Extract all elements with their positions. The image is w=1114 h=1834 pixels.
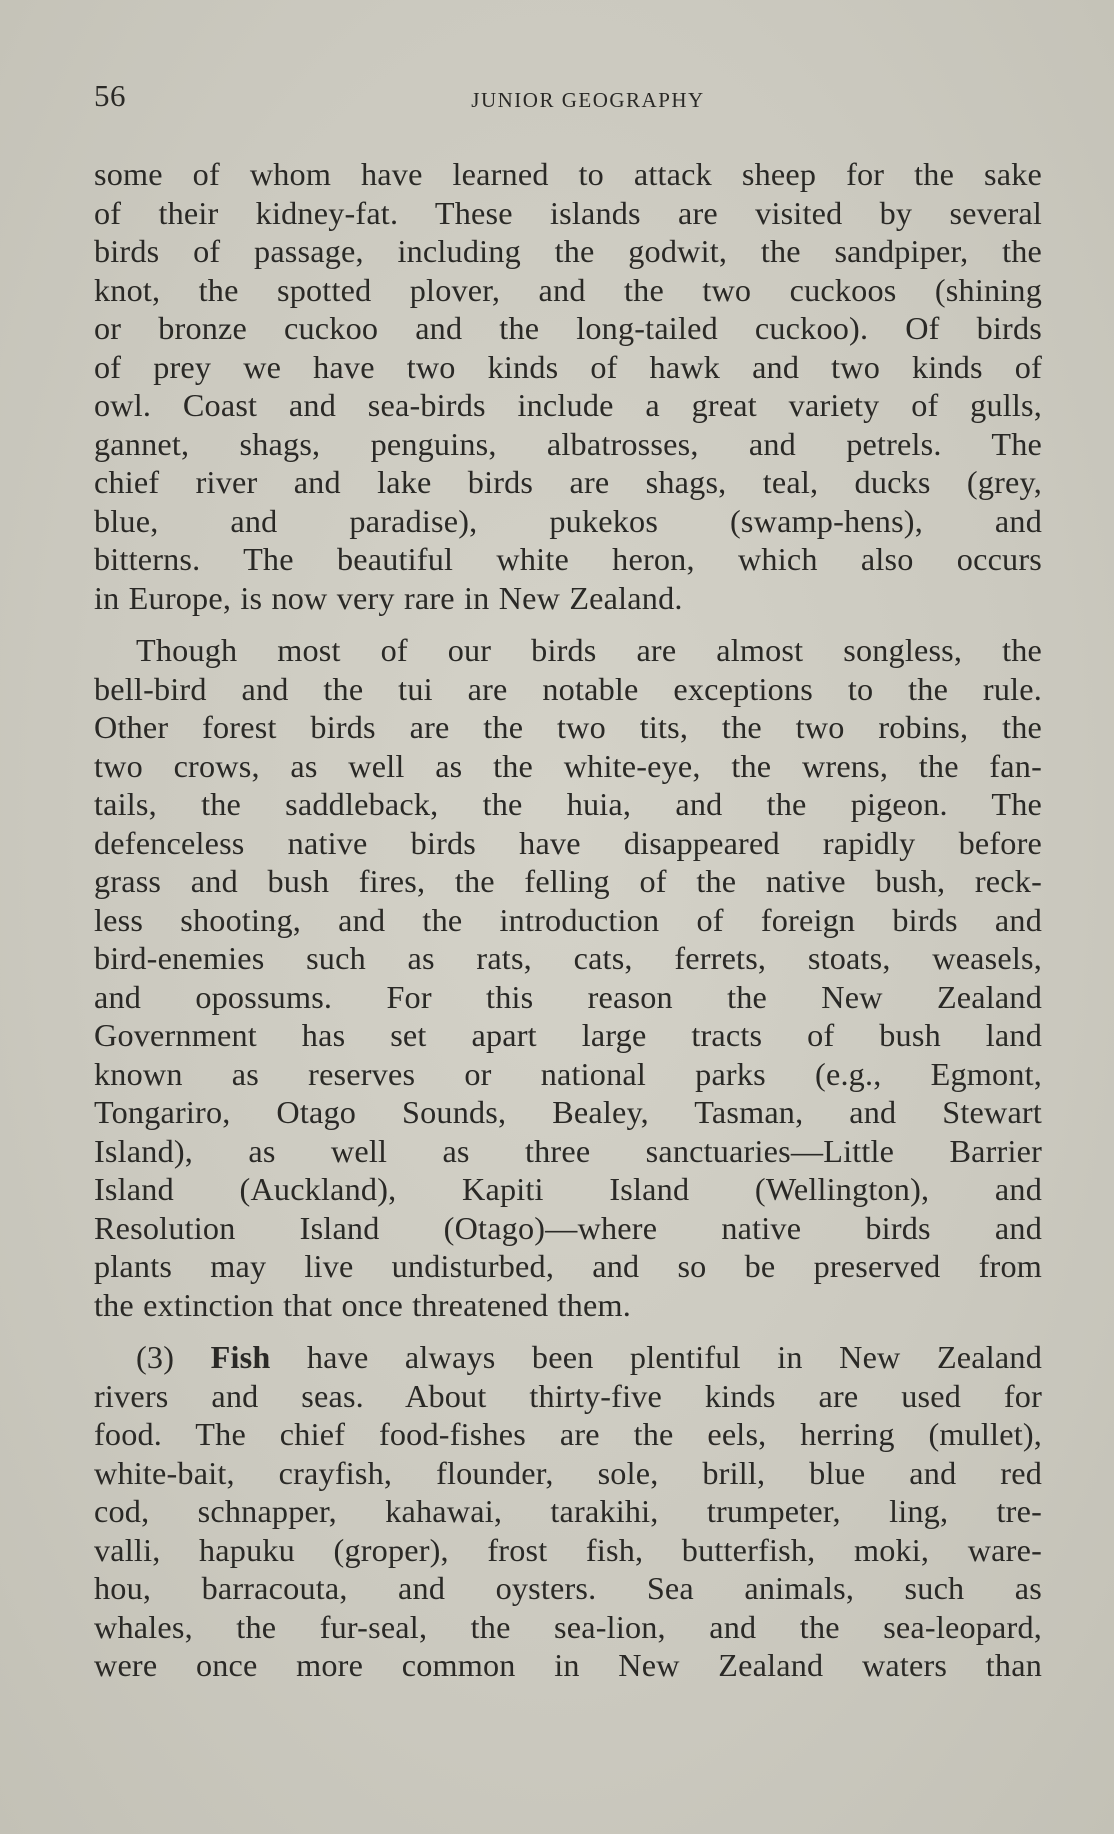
book-page [94, 78, 1042, 1685]
body-text [94, 155, 1042, 1685]
text-line: less shooting, and the introduction of foreign birds and [94, 901, 1042, 938]
text-line: Resolution Island (Otago)—where native birds and [94, 1209, 1042, 1246]
text-line [94, 1338, 1042, 1377]
text-line: cod, schnapper, kahawai, tarakihi, trumpeter, ling, tre- [94, 1493, 1042, 1529]
text-line: owl. Coast and sea-birds include a great variety of gulls, [94, 387, 1042, 423]
text-line: white-bait, crayfish, flounder, sole, brill, blue and red [94, 1454, 1042, 1491]
text-line: hou, barracouta, and oysters. Sea animals, such as [94, 1570, 1042, 1606]
text-line: valli, hapuku (groper), frost fish, butterfish, moki, ware- [94, 1531, 1042, 1568]
text-line: Island), as well as three sanctuaries—Little Barrier [94, 1132, 1042, 1169]
text-line: or bronze cuckoo and the long-tailed cuckoo). Of birds [94, 310, 1042, 346]
text-line: Other forest birds are the two tits, the two robins, the [94, 709, 1042, 745]
sub-heading-fish: Fish [210, 1339, 271, 1375]
paragraph-birds-of-passage [94, 155, 1042, 617]
text-line: birds of passage, including the godwit, the sandpiper, the [94, 233, 1042, 269]
text-line: Government has set apart large tracts of bush land [94, 1017, 1042, 1053]
text-line: plants may live undisturbed, and so be preserved from [94, 1248, 1042, 1284]
text-line: and opossums. For this reason the New Zealand [94, 978, 1042, 1015]
text-line: chief river and lake birds are shags, teal, ducks (grey, [94, 464, 1042, 500]
text-line: of prey we have two kinds of hawk and two kinds of [94, 348, 1042, 385]
text-line: Tongariro, Otago Sounds, Bealey, Tasman, and Stewart [94, 1094, 1042, 1130]
text-line: whales, the fur-seal, the sea-lion, and the sea-leopard, [94, 1608, 1042, 1645]
text-line: Though most of our birds are almost songless, the [136, 632, 1042, 668]
text-line: the extinction that once threatened them. [94, 1286, 631, 1323]
text-line: tails, the saddleback, the huia, and the pigeon. The [94, 786, 1042, 822]
text-line: defenceless native birds have disappeared rapidly before [94, 824, 1042, 861]
page-number: 56 [94, 78, 126, 113]
text-line-content: have always been plentiful in New Zealand [270, 1339, 1042, 1375]
running-head: JUNIOR GEOGRAPHY [471, 88, 705, 112]
text-line: of their kidney-fat. These islands are visited by several [94, 194, 1042, 231]
text-line: blue, and paradise), pukekos (swamp-hens), and [94, 502, 1042, 539]
text-line: grass and bush fires, the felling of the native bush, reck- [94, 863, 1042, 899]
page-header [94, 78, 1042, 118]
text-line: were once more common in New Zealand waters than [94, 1647, 1042, 1683]
paragraph-songless-birds [94, 631, 1042, 1324]
text-line: bitterns. The beautiful white heron, which also occurs [94, 541, 1042, 577]
text-line: in Europe, is now very rare in New Zealand. [94, 579, 683, 616]
text-line: gannet, shags, penguins, albatrosses, and petrels. The [94, 425, 1042, 462]
text-line: knot, the spotted plover, and the two cuckoos (shining [94, 271, 1042, 308]
paragraph-fish [94, 1338, 1042, 1685]
text-line: food. The chief food-fishes are the eels, herring (mullet), [94, 1416, 1042, 1452]
text-line: two crows, as well as the white-eye, the wrens, the fan- [94, 747, 1042, 784]
text-line: bird-enemies such as rats, cats, ferrets, stoats, weasels, [94, 940, 1042, 976]
section-number: (3) [136, 1339, 211, 1375]
text-line: rivers and seas. About thirty-five kinds are used for [94, 1377, 1042, 1414]
text-line: bell-bird and the tui are notable exceptions to the rule. [94, 670, 1042, 707]
text-line: some of whom have learned to attack sheep for the sake [94, 156, 1042, 192]
text-line: known as reserves or national parks (e.g., Egmont, [94, 1055, 1042, 1092]
text-line: Island (Auckland), Kapiti Island (Wellington), and [94, 1171, 1042, 1207]
